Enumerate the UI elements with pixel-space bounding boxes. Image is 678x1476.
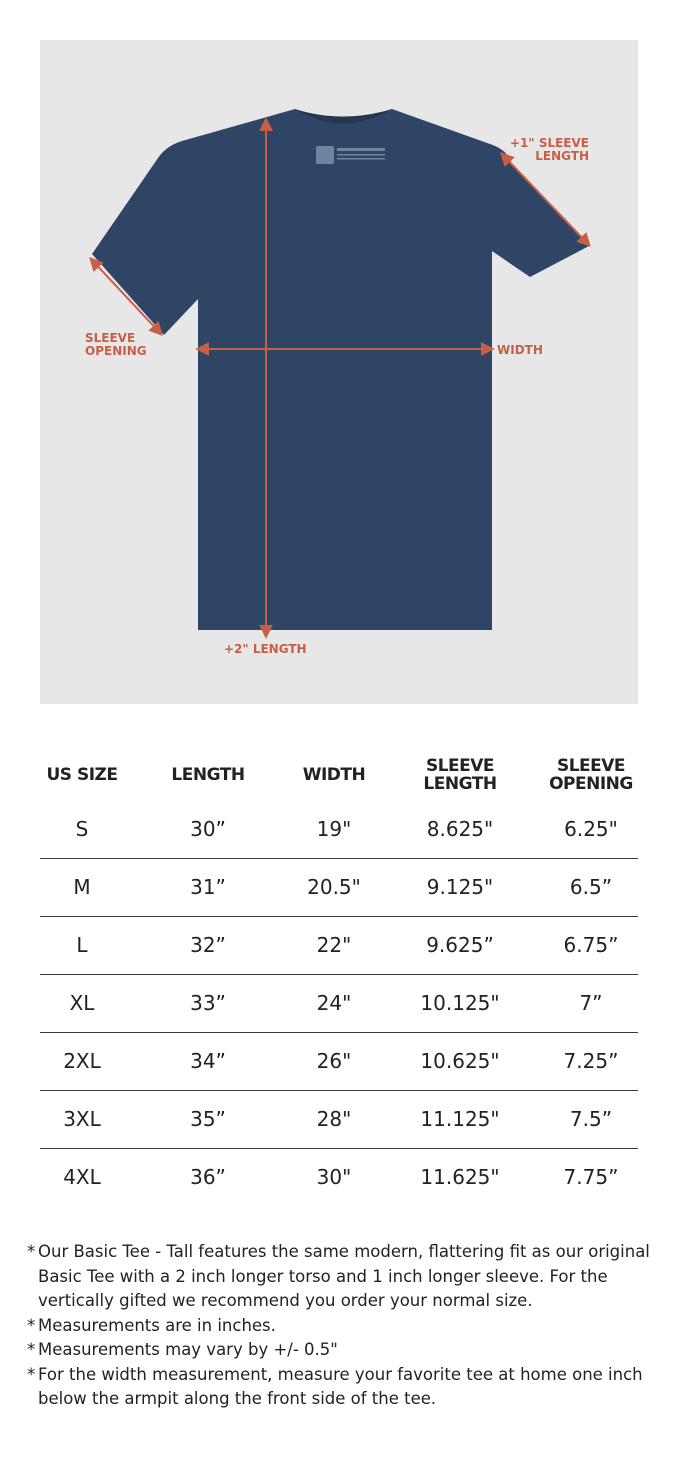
width-cell: 28": [292, 1090, 376, 1148]
sleeve-length-cell: 10.125": [376, 974, 544, 1032]
size-cell: XL: [40, 974, 124, 1032]
sleeve-opening-cell: 6.25": [564, 816, 618, 841]
width-cell: 19": [316, 816, 352, 841]
size-cell: 4XL: [40, 1148, 124, 1206]
sleeve-length-cell: 9.625”: [376, 916, 544, 974]
table-row: [40, 1032, 638, 1090]
length-cell: 31”: [124, 858, 292, 916]
table-header-row: [40, 750, 638, 800]
footnote: * Measurements may vary by +/- 0.5": [27, 1338, 667, 1363]
width-cell: 30": [292, 1148, 376, 1206]
length-cell: 34”: [124, 1032, 292, 1090]
width-label: WIDTH: [497, 343, 543, 357]
col-header-us-size: US SIZE: [46, 765, 118, 785]
sleeve-length-cell: 8.625": [426, 816, 494, 841]
size-cell: S: [75, 816, 89, 841]
sleeve-opening-cell: 6.5”: [544, 858, 638, 916]
col-header-width: WIDTH: [302, 765, 366, 785]
sleeve-opening-cell: 7.5”: [544, 1090, 638, 1148]
table-row: [40, 974, 638, 1032]
footnote: * For the width measurement, measure your favorite tee at home one inch below the armpit along the front side of the tee.: [27, 1363, 667, 1412]
tshirt-shape: [92, 109, 589, 630]
sleeve-length-cell: 9.125": [376, 858, 544, 916]
sleeve-opening-cell: 7.25”: [544, 1032, 638, 1090]
size-cell: 2XL: [40, 1032, 124, 1090]
sleeve-length-cell: 10.625": [376, 1032, 544, 1090]
table-row: [40, 800, 638, 858]
sleeve-opening-cell: 7”: [544, 974, 638, 1032]
length-label: +2" LENGTH: [224, 642, 307, 656]
sleeve-length-cell: 11.125": [376, 1090, 544, 1148]
table-row: [40, 858, 638, 916]
table-row: [40, 1090, 638, 1148]
footnote: * Our Basic Tee - Tall features the same modern, flattering fit as our original Basic Tee with a 2 inch longer torso and 1 inch longer sleeve. For the vertically gifted we recommend you order your normal size.: [27, 1240, 667, 1314]
width-cell: 24": [292, 974, 376, 1032]
length-cell: 35”: [124, 1090, 292, 1148]
col-header-sleeve-length: SLEEVE LENGTH: [423, 756, 497, 794]
length-cell: 30”: [190, 816, 226, 841]
size-cell: M: [40, 858, 124, 916]
size-cell: L: [40, 916, 124, 974]
size-chart-table: [40, 750, 638, 1206]
table-row: [40, 916, 638, 974]
footnote: * Measurements are in inches.: [27, 1314, 667, 1339]
size-cell: 3XL: [40, 1090, 124, 1148]
sleeve-length-cell: 11.625": [376, 1148, 544, 1206]
table-row: [40, 1148, 638, 1206]
width-cell: 26": [292, 1032, 376, 1090]
width-cell: 22": [292, 916, 376, 974]
sleeve-length-label: +1" SLEEVE LENGTH: [509, 136, 589, 163]
col-header-sleeve-opening: SLEEVE OPENING: [549, 756, 633, 794]
length-cell: 33”: [124, 974, 292, 1032]
sleeve-opening-cell: 6.75”: [544, 916, 638, 974]
sleeve-opening-label: SLEEVE OPENING: [85, 331, 147, 358]
length-cell: 32”: [124, 916, 292, 974]
sleeve-opening-cell: 7.75”: [544, 1148, 638, 1206]
col-header-length: LENGTH: [171, 765, 245, 785]
length-cell: 36”: [124, 1148, 292, 1206]
footnotes-list: [27, 1240, 667, 1412]
width-cell: 20.5": [292, 858, 376, 916]
size-diagram: [40, 40, 638, 704]
